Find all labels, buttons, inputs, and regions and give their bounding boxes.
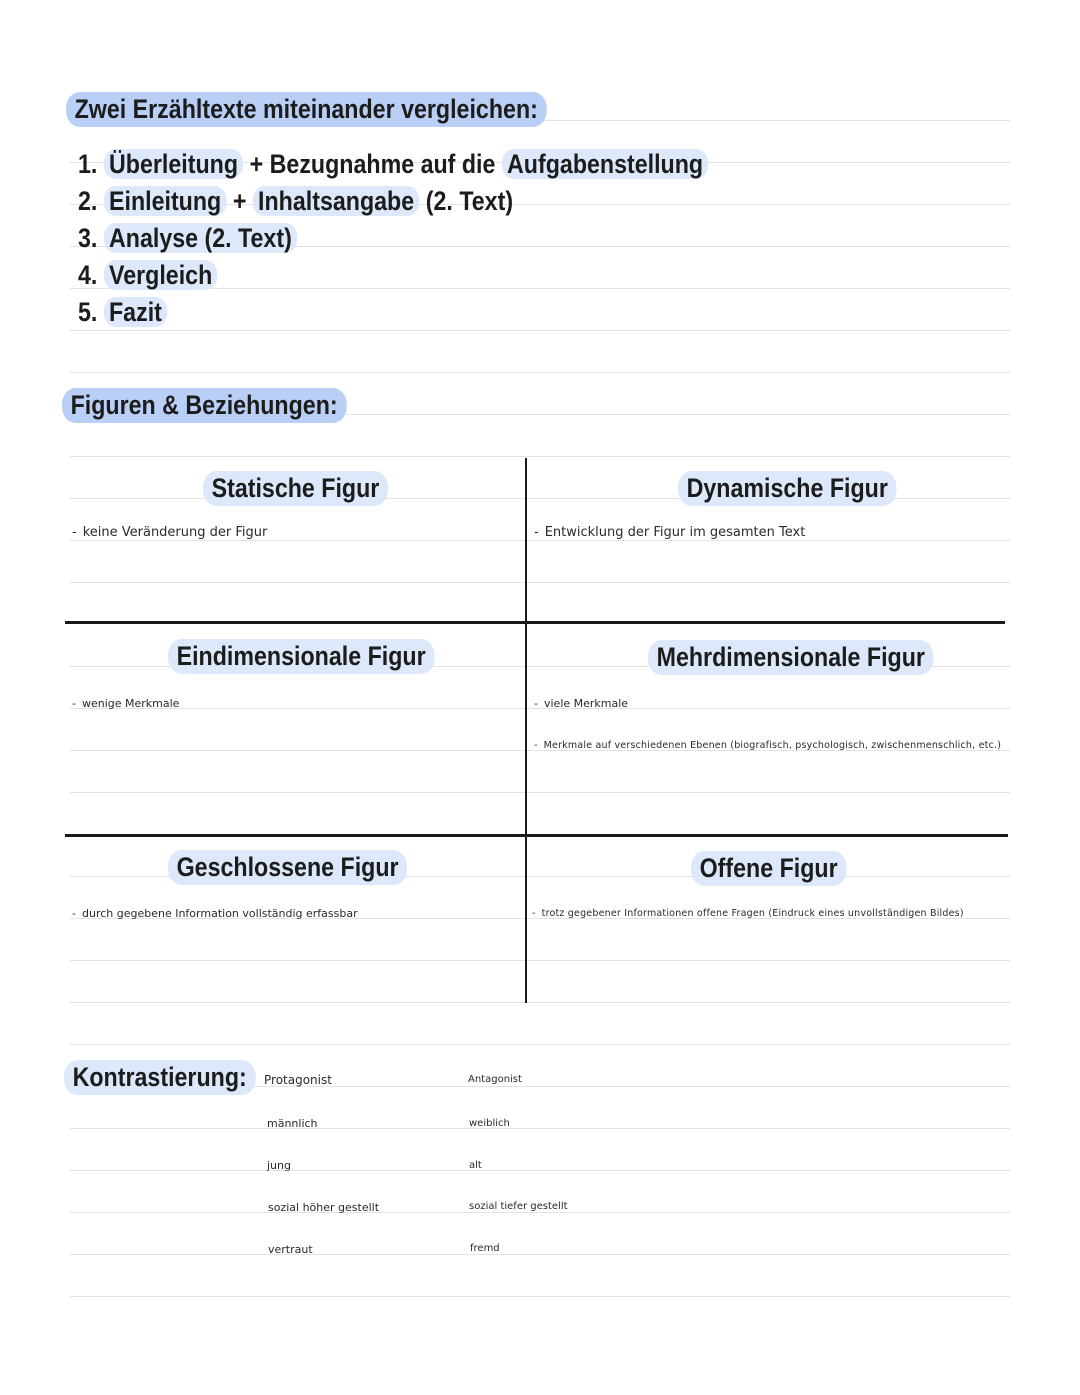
protagonist-label: Protagonist (264, 1073, 332, 1087)
note-open: - trotz gegebener Informationen offene Fragen (Eindruck eines unvollständigen Bildes) (532, 908, 964, 919)
section-title-figures: Figuren & Beziehungen: (62, 388, 346, 423)
step-3-keyword: Analyse (2. Text) (104, 223, 297, 253)
step-5-keyword: Fazit (104, 297, 167, 327)
grid-divider-2 (65, 834, 1008, 837)
protagonist-trait-2: jung (267, 1159, 291, 1172)
step-1-keyword: Überleitung (104, 149, 243, 179)
title-static-figure: Statische Figur (203, 471, 388, 506)
antagonist-label: Antagonist (468, 1074, 522, 1085)
antagonist-trait-1: weiblich (469, 1118, 510, 1129)
title-onedim-figure: Eindimensionale Figur (168, 639, 434, 674)
step-2: 2. Einleitung + Inhaltsangabe (2. Text) (78, 186, 514, 216)
note-static: - keine Veränderung der Figur (72, 525, 268, 540)
step-4-keyword: Vergleich (104, 260, 218, 290)
step-2-keyword-2: Inhaltsangabe (253, 186, 419, 216)
step-4: 4. Vergleich (78, 257, 708, 294)
note-multidim-1: - viele Merkmale (534, 697, 629, 710)
note-multidim-2: - Merkmale auf verschiedenen Ebenen (biografisch, psychologisch, zwischenmenschlich, etc.) (534, 740, 1002, 751)
protagonist-trait-1: männlich (267, 1117, 318, 1130)
section-title-compare: Zwei Erzähltexte miteinander vergleichen: (66, 92, 546, 127)
antagonist-trait-2: alt (469, 1160, 482, 1171)
step-1: 1. Überleitung + Bezugnahme auf die Aufgabenstellung (78, 146, 708, 183)
step-2-keyword: Einleitung (104, 186, 227, 216)
note-onedim: - wenige Merkmale (72, 697, 180, 710)
step-5: 5. Fazit (78, 294, 708, 331)
step-1-keyword-2: Aufgabenstellung (502, 149, 708, 179)
antagonist-trait-4: fremd (470, 1243, 500, 1254)
section-title-contrast: Kontrastierung: (64, 1060, 255, 1095)
title-dynamic-figure: Dynamische Figur (678, 471, 896, 506)
note-closed: - durch gegebene Information vollständig erfassbar (72, 907, 358, 920)
grid-divider-1 (65, 621, 1005, 624)
note-dynamic: - Entwicklung der Figur im gesamten Text (534, 525, 806, 540)
antagonist-trait-3: sozial tiefer gestellt (469, 1201, 568, 1212)
step-3: 3. Analyse (2. Text) (78, 220, 708, 257)
grid-vertical-divider (525, 458, 527, 1003)
protagonist-trait-3: sozial höher gestellt (268, 1201, 380, 1214)
title-multidim-figure: Mehrdimensionale Figur (648, 640, 934, 675)
steps-list (78, 146, 811, 331)
protagonist-trait-4: vertraut (268, 1243, 313, 1256)
title-closed-figure: Geschlossene Figur (168, 850, 407, 885)
title-open-figure: Offene Figur (691, 851, 846, 886)
